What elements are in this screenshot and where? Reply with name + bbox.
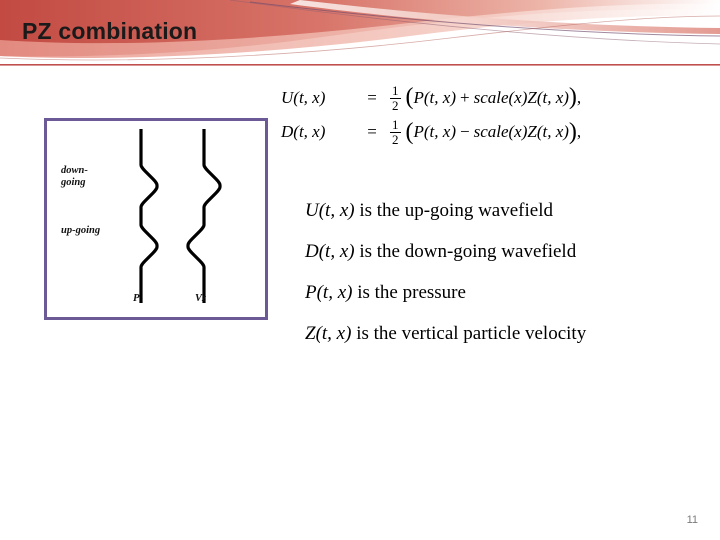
equation-u-fraction [390,84,401,112]
equation-d-term1: P(t, x) [413,122,456,142]
equation-block [281,84,701,153]
equation-d-trailing: , [576,122,582,142]
definition-d [305,241,705,263]
page-number: 11 [686,514,698,526]
wavefield-diagram [47,121,265,317]
definition-p [305,282,705,304]
equation-u-close-paren: ) [568,84,577,111]
equation-u-relation: = [367,88,377,108]
equation-u-lhs: U(t, x) [281,88,326,108]
equation-d-denominator: 2 [392,131,399,147]
equation-d-relation: = [367,122,377,142]
equation-d-lhs: D(t, x) [281,122,326,142]
definition-u-text: is the up-going wavefield [354,200,553,221]
definition-z-symbol: Z(t, x) [305,323,352,344]
down-going-line2: going [61,177,86,189]
equation-u-numerator: 1 [392,83,399,98]
page-title: PZ combination [22,18,198,44]
definition-d-symbol: D(t, x) [305,241,355,262]
equation-d-term2: scale(x)Z(t, x) [473,122,569,142]
definition-p-text: is the pressure [352,282,466,303]
equation-u-operator: + [459,88,470,108]
definition-u [305,200,705,222]
definition-p-symbol: P(t, x) [305,282,353,303]
equation-u-body [385,84,581,112]
equation-u-term2: scale(x)Z(t, x) [473,88,569,108]
figure-panel [44,118,268,320]
definition-u-symbol: U(t, x) [305,200,355,221]
equation-u-term1: P(t, x) [413,88,456,108]
equation-u-trailing: , [576,88,582,108]
definition-z [305,323,705,345]
equation-d-operator: − [459,122,470,142]
definition-z-text: is the vertical particle velocity [351,323,587,344]
figure-label-p: P [133,293,140,304]
figure-label-up-going: up-going [61,225,101,236]
equation-u-open-paren: ( [405,84,414,111]
equation-row-d [281,118,701,146]
figure-label-vz: Vz [195,293,207,304]
equation-row-u [281,84,701,112]
down-going-line1: down- [61,165,88,176]
equation-d-close-paren: ) [568,118,577,145]
definition-d-text: is the down-going wavefield [354,241,577,262]
equation-u-denominator: 2 [392,97,399,113]
equation-d-numerator: 1 [392,117,399,133]
equation-d-fraction [390,118,401,146]
equation-d-open-paren: ( [405,118,414,145]
equation-d-body [385,118,581,146]
symbol-definitions [305,200,705,364]
figure-label-down-going [61,165,88,189]
